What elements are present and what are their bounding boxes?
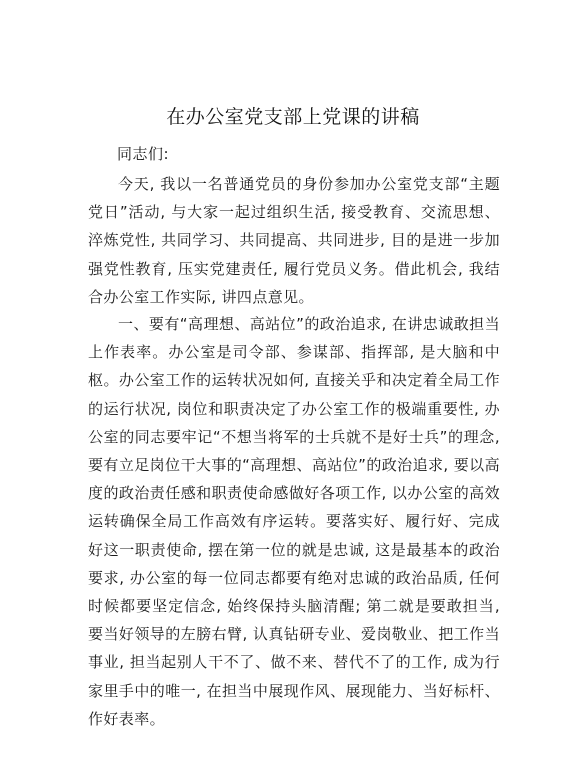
paragraph-point-one: 一、要有“高理想、高站位”的政治追求, 在讲忠诚敢担当上作表率。办公室是司令部、参谋部、指挥部, 是大脑和中枢。办公室工作的运转状况如何, 直接关乎和决定着全局工作的运行状况, 岗位和职责决定了办公室工作的极端重要性, 办公室的同志要牢记“不想当将军的士兵就不是好士兵”的理念, 要有立足岗位干大事的“高理想、高站位”的政治追求, 要以高度的政治责任感和职责使命感做好各项工作, 以办公室的高效运转确保全局工作高效有序运转。要落实好、履行好、完成好这一职责使命, 摆在第一位的就是忠诚, 这是最基本的政治要求, 办公室的每一位同志都要有绝对忠诚的政治品质, 任何时候都要坚定信念, 始终保持头脑清醒; 第二就是要敢担当, 要当好领导的左膀右臂, 认真钻研专业、爱岗敬业、把工作当事业, 担当起别人干不了、做不来、替代不了的工作, 成为行家里手中的唯一, 在担当中展现作风、展现能力、当好标杆、作好表率。 (88, 315, 500, 728)
document-title: 在办公室党支部上党课的讲稿 (166, 106, 420, 128)
paragraph-intro: 今天, 我以一名普通党员的身份参加办公室党支部“主题党日”活动, 与大家一起过组织生活, 接受教育、交流思想、淬炼党性, 共同学习、共同提高、共同进步, 目的是进一步加强党性教育, 压实党建责任, 履行党员义务。借此机会, 我结合办公室工作实际, 讲四点意见。 (88, 175, 500, 306)
salutation: 同志们: (117, 145, 170, 163)
